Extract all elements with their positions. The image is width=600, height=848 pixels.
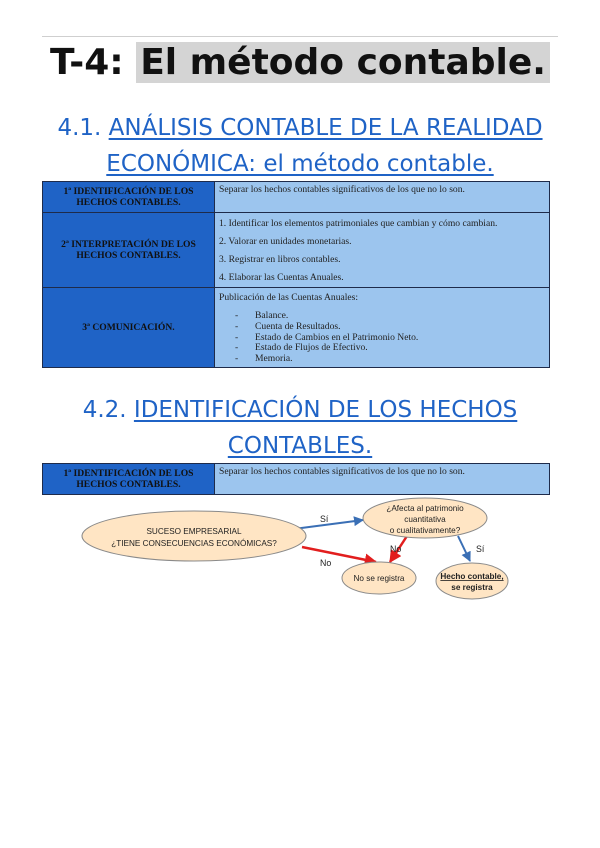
label-no-2: No: [390, 544, 402, 554]
step-item: 1. Identificar los elementos patrimoniales que cambian y cómo cambian.: [219, 218, 498, 229]
decision-flow-diagram: [80, 496, 520, 614]
list-item: - Estado de Cambios en el Patrimonio Neto.: [235, 333, 545, 344]
afecta-line2: cuantitativa: [404, 515, 446, 524]
suceso-line1: SUCESO EMPRESARIAL: [146, 527, 242, 536]
hecho-line1: Hecho contable,: [440, 572, 504, 581]
table-row: [43, 464, 550, 495]
row3-content: [215, 288, 550, 368]
label-si-1: Sí: [320, 514, 329, 524]
top-rule: [42, 36, 558, 37]
title-prefix: T-4:: [50, 42, 124, 83]
page-title: [0, 42, 600, 83]
row2-label: 2ª INTERPRETACIÓN DE LOS HECHOS CONTABLES.: [43, 213, 215, 288]
section2-heading-line1: IDENTIFICACIÓN DE LOS HECHOS: [133, 397, 518, 423]
hecho-line2: se registra: [451, 583, 493, 592]
list-item: - Memoria.: [235, 354, 545, 365]
arrow-no-to-no-registra: [302, 547, 376, 562]
section1-number: 4.1.: [57, 115, 102, 141]
section2-heading-line2: CONTABLES.: [227, 433, 373, 459]
section2-number: 4.2.: [82, 397, 127, 423]
section2-heading: [20, 392, 580, 464]
afecta-line3: o cualitativamente?: [389, 526, 461, 535]
suceso-oval: [82, 511, 306, 561]
list-item: - Estado de Flujos de Efectivo.: [235, 343, 545, 354]
table-row: [43, 213, 550, 288]
title-highlight: El método contable.: [136, 42, 550, 83]
suceso-line2: ¿TIENE CONSECUENCIAS ECONÓMICAS?: [111, 539, 277, 548]
section1-heading-line2: ECONÓMICA: el método contable.: [106, 151, 494, 177]
identification-label: 1ª IDENTIFICACIÓN DE LOS HECHOS CONTABLES.: [43, 464, 215, 495]
section1-heading: [20, 110, 580, 182]
identification-text: Separar los hechos contables significativos de los que no lo son.: [215, 464, 550, 495]
step-item: 4. Elaborar las Cuentas Anuales.: [219, 272, 344, 283]
identification-table: [42, 463, 550, 495]
step-item: 2. Valorar en unidades monetarias.: [219, 236, 352, 247]
method-table: [42, 181, 550, 368]
list-item: - Balance.: [235, 311, 545, 322]
arrow-afecta-si: [458, 536, 470, 561]
afecta-line1: ¿Afecta al patrimonio: [386, 504, 464, 513]
list-item: - Cuenta de Resultados.: [235, 322, 545, 333]
table-row: [43, 182, 550, 213]
section1-heading-line1: ANÁLISIS CONTABLE DE LA REALIDAD: [108, 115, 543, 141]
publication-intro: Publicación de las Cuentas Anuales:: [219, 292, 359, 303]
annual-accounts-list: [235, 311, 545, 365]
table-row: [43, 288, 550, 368]
row3-label: 3ª COMUNICACIÓN.: [43, 288, 215, 368]
row1-text: Separar los hechos contables significativos de los que no lo son.: [215, 182, 550, 213]
step-item: 3. Registrar en libros contables.: [219, 254, 341, 265]
no-registra-text: No se registra: [353, 574, 405, 583]
hecho-contable-oval: [436, 563, 508, 599]
label-si-2: Sí: [476, 544, 485, 554]
label-no-1: No: [320, 558, 332, 568]
row2-steps: [215, 213, 550, 288]
row1-label: 1ª IDENTIFICACIÓN DE LOS HECHOS CONTABLES.: [43, 182, 215, 213]
